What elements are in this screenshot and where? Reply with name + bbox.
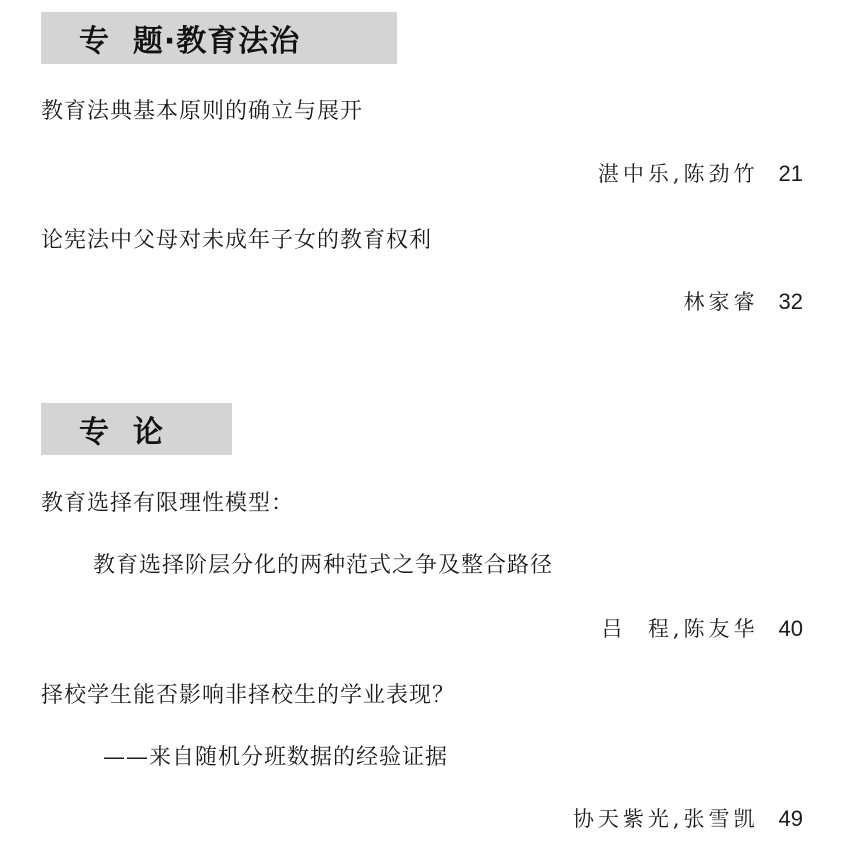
article-byline xyxy=(573,803,803,833)
article-subtitle[interactable]: 教育选择阶层分化的两种范式之争及整合路径 xyxy=(93,553,554,578)
section-heading-education-law: 专 题·教育法治 xyxy=(41,12,397,64)
article-title[interactable]: 择校学生能否影响非择校生的学业表现？ xyxy=(41,683,456,708)
section-heading-special-topics: 专 论 xyxy=(41,403,232,455)
article-title[interactable]: 论宪法中父母对未成年子女的教育权利 xyxy=(41,228,433,253)
article-page-number[interactable]: 21 xyxy=(778,161,803,186)
article-byline xyxy=(598,158,803,188)
article-page-number[interactable]: 49 xyxy=(778,806,803,831)
article-title[interactable]: 教育法典基本原则的确立与展开 xyxy=(41,99,364,124)
article-subtitle[interactable]: ——来自随机分班数据的经验证据 xyxy=(103,745,449,770)
article-authors: 吕 程,陈友华 xyxy=(601,617,759,641)
article-authors: 协天紫光,张雪凯 xyxy=(572,807,759,831)
article-byline xyxy=(601,613,803,643)
article-byline xyxy=(684,286,803,316)
article-authors: 林家睿 xyxy=(683,290,759,314)
article-title[interactable]: 教育选择有限理性模型： xyxy=(41,491,295,516)
article-page-number[interactable]: 40 xyxy=(778,616,803,641)
article-page-number[interactable]: 32 xyxy=(778,289,803,314)
article-authors: 湛中乐,陈劲竹 xyxy=(597,162,759,186)
